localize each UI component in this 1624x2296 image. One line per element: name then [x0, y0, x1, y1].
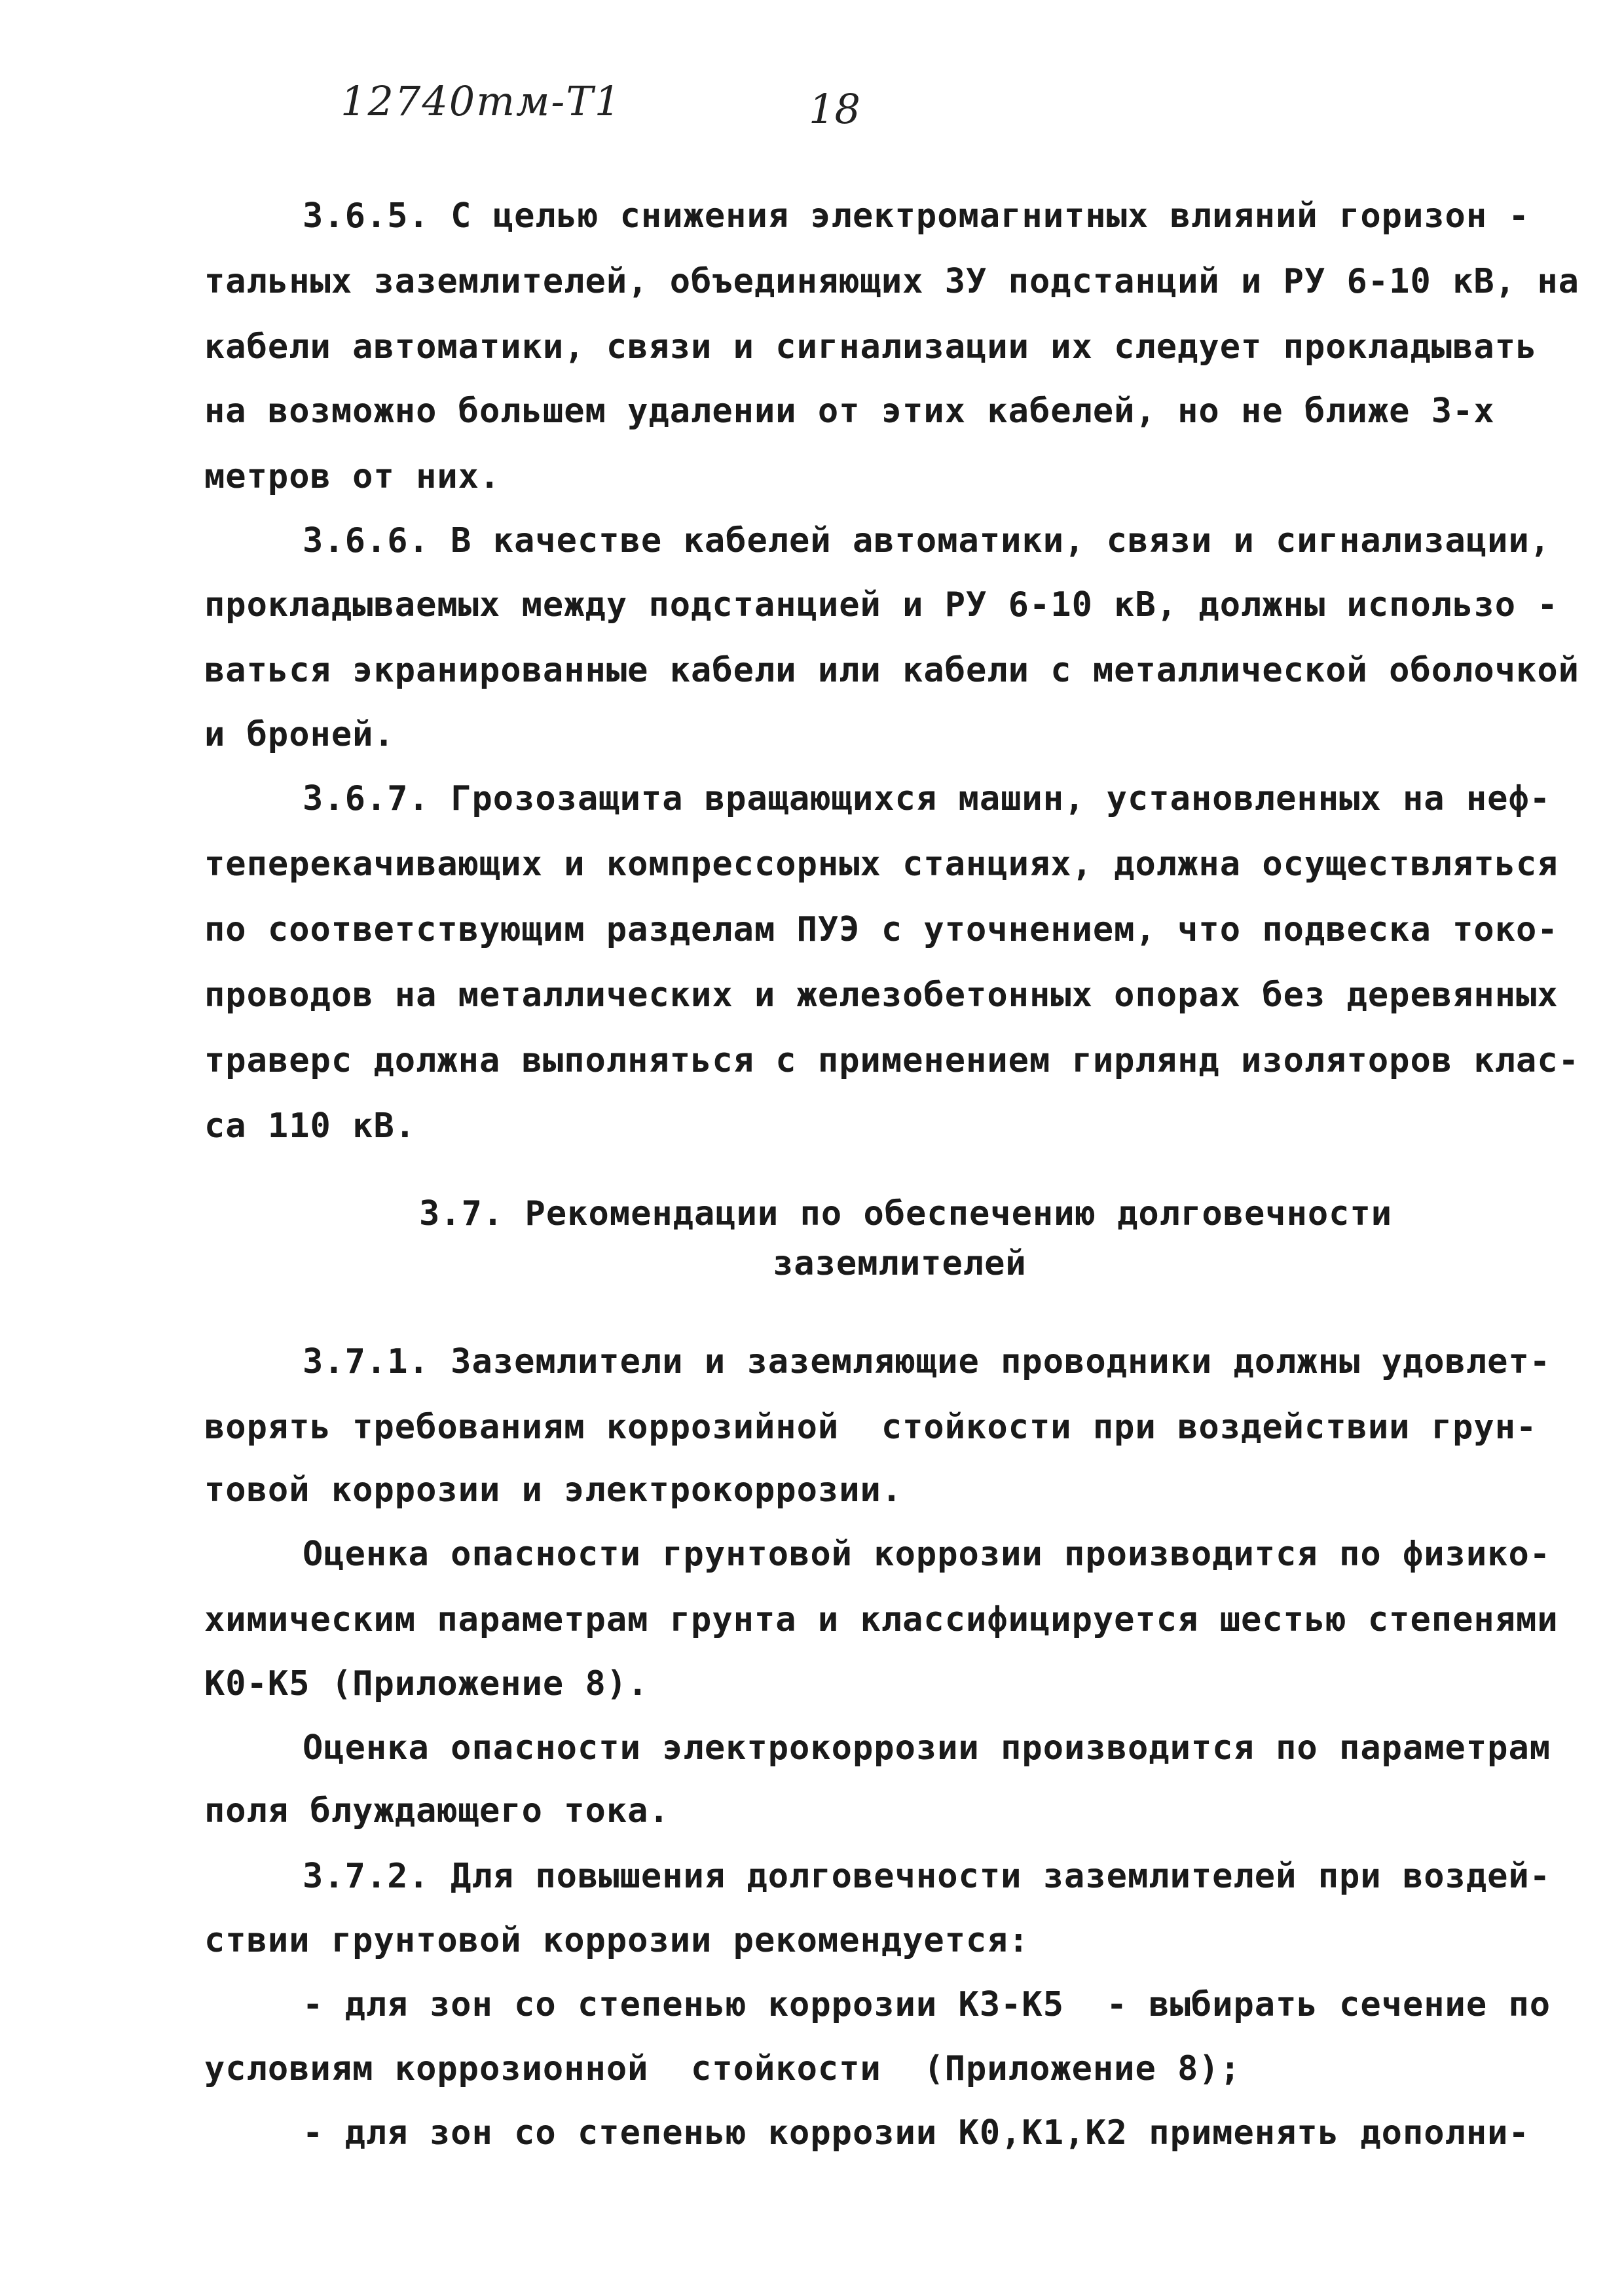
text-line: химическим параметрам грунта и классифицируется шестью степенями: [204, 1600, 1559, 1639]
text-line: теперекачивающих и компрессорных станциях, должна осуществляться: [204, 845, 1559, 884]
text-line: 3.6.6. В качестве кабелей автоматики, связи и сигнализации,: [303, 521, 1551, 560]
text-line: метров от них.: [204, 457, 501, 496]
text-line: 3.6.7. Грозозащита вращающихся машин, установленных на неф-: [303, 779, 1551, 818]
text-line: ворять требованиям коррозийной стойкости при воздействии грун-: [204, 1408, 1538, 1447]
text-line: К0-К5 (Приложение 8).: [204, 1664, 649, 1704]
text-line: проводов на металлических и железобетонных опорах без деревянных: [204, 975, 1559, 1015]
text-line: по соответствующим разделам ПУЭ с уточнением, что подвеска токо-: [204, 910, 1559, 949]
text-line: кабели автоматики, связи и сигнализации их следует прокладывать: [204, 327, 1538, 367]
text-line: ствии грунтовой коррозии рекомендуется:: [204, 1921, 1029, 1960]
text-line: са 110 кВ.: [204, 1106, 416, 1146]
text-line: траверс должна выполняться с применением гирлянд изоляторов клас-: [204, 1041, 1579, 1080]
text-line: 3.7.1. Заземлители и заземляющие проводники должны удовлет-: [303, 1342, 1551, 1381]
text-line: и броней.: [204, 715, 395, 754]
page-number: 18: [809, 85, 860, 133]
text-line: тальных заземлителей, объединяющих ЗУ подстанций и РУ 6-10 кВ, на: [204, 262, 1579, 301]
text-line: 3.7.2. Для повышения долговечности заземлителей при воздей-: [303, 1857, 1551, 1896]
text-line: поля блуждающего тока.: [204, 1791, 670, 1831]
text-line: Оценка опасности грунтовой коррозии производится по физико-: [303, 1535, 1551, 1574]
document-code: 12740тм-Т1: [341, 77, 622, 125]
text-line: условиям коррозионной стойкости (Приложение 8);: [204, 2049, 1242, 2088]
section-heading-continued: заземлителей: [773, 1244, 1027, 1283]
text-line: 3.6.5. С целью снижения электромагнитных влияний горизон -: [303, 196, 1530, 236]
section-heading: 3.7. Рекомендации по обеспечению долговечности: [419, 1194, 1393, 1233]
text-line: товой коррозии и электрокоррозии.: [204, 1470, 903, 1510]
text-line: на возможно большем удалении от этих кабелей, но не ближе 3-х: [204, 392, 1495, 431]
text-line: - для зон со степенью коррозии К3-К5 - выбирать сечение по: [303, 1985, 1551, 2024]
text-line: - для зон со степенью коррозии К0,К1,К2 применять дополни-: [303, 2113, 1530, 2153]
text-line: ваться экранированные кабели или кабели с металлической оболочкой: [204, 651, 1579, 690]
text-line: Оценка опасности электрокоррозии производится по параметрам: [303, 1728, 1551, 1768]
text-line: прокладываемых между подстанцией и РУ 6-10 кВ, должны использо -: [204, 585, 1559, 625]
